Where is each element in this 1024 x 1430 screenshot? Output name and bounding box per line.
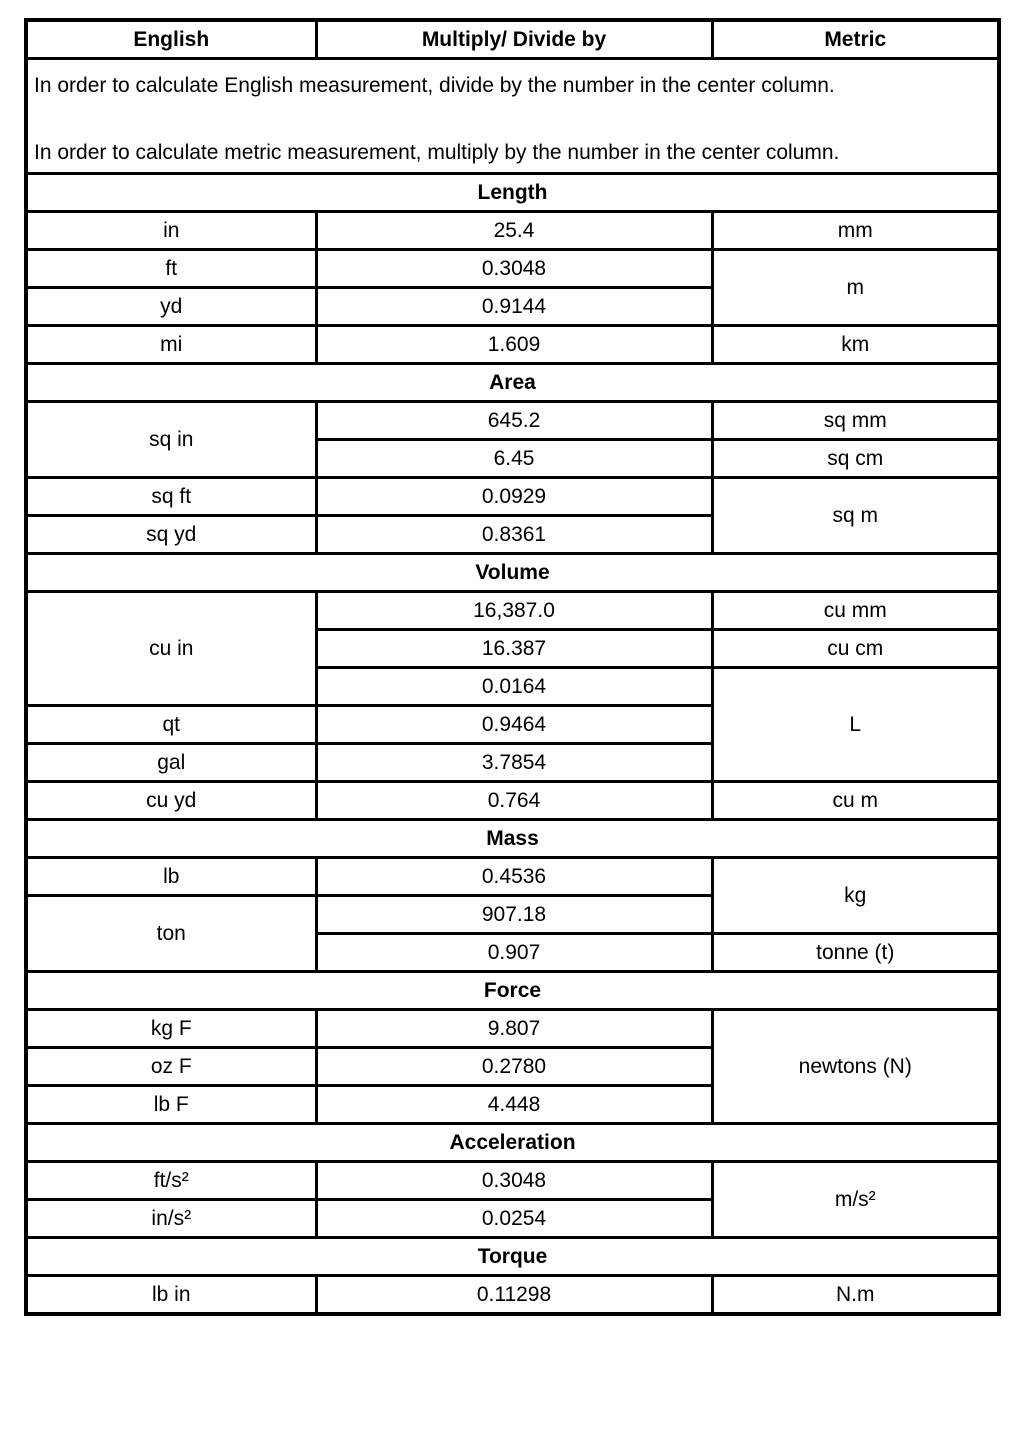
- section-title-length: Length: [26, 174, 999, 212]
- metric-unit: cu cm: [712, 630, 999, 668]
- english-unit: mi: [26, 326, 316, 364]
- english-unit: in/s²: [26, 1200, 316, 1238]
- section-title-volume: Volume: [26, 554, 999, 592]
- section-title-torque: Torque: [26, 1238, 999, 1276]
- conversion-factor: 0.8361: [316, 516, 712, 554]
- english-unit: kg F: [26, 1010, 316, 1048]
- metric-unit: cu mm: [712, 592, 999, 630]
- section-row: [26, 1238, 999, 1276]
- metric-unit: sq cm: [712, 440, 999, 478]
- conversion-factor: 0.0164: [316, 668, 712, 706]
- metric-unit: sq m: [712, 478, 999, 554]
- conversion-table: [24, 18, 1001, 1316]
- conversion-factor: 0.11298: [316, 1276, 712, 1315]
- metric-unit: m: [712, 250, 999, 326]
- conversion-factor: 16.387: [316, 630, 712, 668]
- table-row: [26, 1276, 999, 1315]
- section-row: [26, 554, 999, 592]
- table-row: [26, 592, 999, 630]
- table-row: [26, 478, 999, 516]
- metric-unit: N.m: [712, 1276, 999, 1315]
- conversion-factor: 3.7854: [316, 744, 712, 782]
- english-unit: in: [26, 212, 316, 250]
- section-title-mass: Mass: [26, 820, 999, 858]
- english-unit: sq in: [26, 402, 316, 478]
- conversion-factor: 907.18: [316, 896, 712, 934]
- metric-unit: km: [712, 326, 999, 364]
- conversion-factor: 0.0929: [316, 478, 712, 516]
- english-unit: ft/s²: [26, 1162, 316, 1200]
- conversion-factor: 645.2: [316, 402, 712, 440]
- factor-column-header: Multiply/ Divide by: [316, 20, 712, 59]
- header-row: [26, 20, 999, 59]
- english-unit: yd: [26, 288, 316, 326]
- english-unit: lb: [26, 858, 316, 896]
- conversion-factor: 0.3048: [316, 250, 712, 288]
- conversion-factor: 16,387.0: [316, 592, 712, 630]
- english-unit: lb in: [26, 1276, 316, 1315]
- conversion-factor: 0.3048: [316, 1162, 712, 1200]
- english-unit: ton: [26, 896, 316, 972]
- english-unit: qt: [26, 706, 316, 744]
- table-row: [26, 326, 999, 364]
- section-row: [26, 1124, 999, 1162]
- conversion-factor: 0.0254: [316, 1200, 712, 1238]
- english-unit: oz F: [26, 1048, 316, 1086]
- metric-unit: L: [712, 668, 999, 782]
- table-row: [26, 250, 999, 288]
- english-unit: sq yd: [26, 516, 316, 554]
- table-row: [26, 1010, 999, 1048]
- english-unit: ft: [26, 250, 316, 288]
- section-row: [26, 364, 999, 402]
- conversion-factor: 0.9144: [316, 288, 712, 326]
- section-title-area: Area: [26, 364, 999, 402]
- english-instruction: In order to calculate English measurement, divide by the number in the center column.: [34, 74, 835, 97]
- section-title-force: Force: [26, 972, 999, 1010]
- instructions-row: [26, 59, 999, 174]
- conversion-factor: 0.2780: [316, 1048, 712, 1086]
- conversion-factor: 4.448: [316, 1086, 712, 1124]
- metric-unit: kg: [712, 858, 999, 934]
- metric-unit: newtons (N): [712, 1010, 999, 1124]
- conversion-factor: 1.609: [316, 326, 712, 364]
- instructions-cell: [26, 59, 999, 174]
- conversion-factor: 6.45: [316, 440, 712, 478]
- table-row: [26, 782, 999, 820]
- metric-column-header: Metric: [712, 20, 999, 59]
- english-unit: sq ft: [26, 478, 316, 516]
- section-row: [26, 972, 999, 1010]
- conversion-factor: 0.764: [316, 782, 712, 820]
- conversion-factor: 9.807: [316, 1010, 712, 1048]
- english-unit: lb F: [26, 1086, 316, 1124]
- conversion-factor: 0.9464: [316, 706, 712, 744]
- english-unit: cu yd: [26, 782, 316, 820]
- table-row: [26, 858, 999, 896]
- metric-unit: m/s²: [712, 1162, 999, 1238]
- metric-unit: cu m: [712, 782, 999, 820]
- table-row: [26, 212, 999, 250]
- section-row: [26, 174, 999, 212]
- section-row: [26, 820, 999, 858]
- conversion-factor: 0.4536: [316, 858, 712, 896]
- metric-instruction: In order to calculate metric measurement, multiply by the number in the center column.: [34, 141, 840, 164]
- english-unit: cu in: [26, 592, 316, 706]
- metric-unit: tonne (t): [712, 934, 999, 972]
- section-title-acceleration: Acceleration: [26, 1124, 999, 1162]
- table-row: [26, 1162, 999, 1200]
- english-unit: gal: [26, 744, 316, 782]
- conversion-factor: 25.4: [316, 212, 712, 250]
- metric-unit: mm: [712, 212, 999, 250]
- english-column-header: English: [26, 20, 316, 59]
- conversion-factor: 0.907: [316, 934, 712, 972]
- metric-unit: sq mm: [712, 402, 999, 440]
- table-row: [26, 402, 999, 440]
